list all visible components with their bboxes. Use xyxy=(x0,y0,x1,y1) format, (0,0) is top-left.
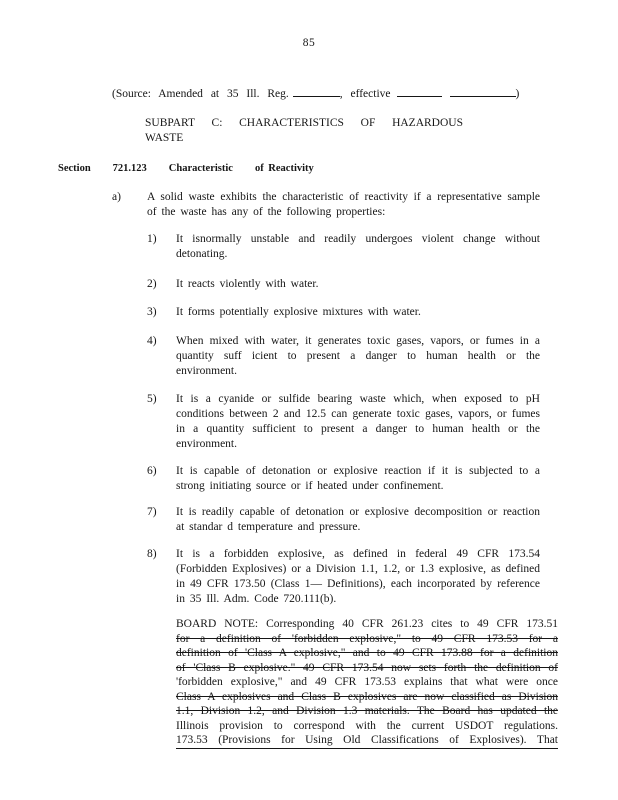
list-item-3-text: It forms potentially explosive mixtures with water. xyxy=(176,306,421,318)
list-item-7-number: 7) xyxy=(147,506,157,518)
board-note-line: for a definition of 'forbidden explosive," to 49 CFR 173.53 for a xyxy=(176,632,558,645)
list-item-3-number: 3) xyxy=(147,306,157,318)
board-note-line: BOARD NOTE: Corresponding 40 CFR 261.23 cites to 49 CFR 173.51 xyxy=(176,618,558,630)
list-item-8 xyxy=(147,547,540,607)
source-at-reg: at 35 Ill. Reg. xyxy=(210,88,289,100)
section-subtitle: of Reactivity xyxy=(254,163,314,174)
board-note-line: 173.53 (Provisions for Using Old Classifications of Explosives). That xyxy=(176,733,558,749)
list-item-8-text: It is a forbidden explosive, as defined in federal 49 CFR 173.54 (Forbidden Explosives) or a Division 1.1, 1.2, or 1.3 explosive, as defined in 49 CFR 173.50 (Class 1— Definitions), each incorporated by reference in 35 Ill. Adm. Code 720.111(b). xyxy=(176,548,540,605)
blank-effective-date-1 xyxy=(397,85,442,97)
board-note-line: of 'Class B explosive." 49 CFR 173.54 now sets forth the definition of xyxy=(176,661,558,674)
board-note-line: 'forbidden explosive," and 49 CFR 173.53 explains that what were once xyxy=(176,676,558,688)
list-item-5-number: 5) xyxy=(147,393,157,405)
section-label: Section xyxy=(58,163,91,174)
subsection-a-label: a) xyxy=(112,191,121,203)
list-item-5 xyxy=(147,392,540,452)
section-title: Characteristic xyxy=(168,163,233,174)
page-number: 85 xyxy=(302,37,316,49)
board-note xyxy=(176,617,558,749)
list-item-2-number: 2) xyxy=(147,278,157,290)
list-item-7 xyxy=(147,505,540,535)
section-heading xyxy=(58,161,618,176)
list-item-1-number: 1) xyxy=(147,233,157,245)
section-number: 721.123 xyxy=(112,163,147,174)
blank-register-number xyxy=(293,85,340,97)
list-item-7-text: It is readily capable of detonation or explosive decomposition or reaction at standar d temperature and pressure. xyxy=(176,506,540,533)
source-comma: , xyxy=(339,88,343,100)
list-item-6-text: It is capable of detonation or explosive reaction if it is subjected to a strong initiating source or if heated under confinement. xyxy=(176,465,540,492)
list-item-4-text: When mixed with water, it generates toxic gases, vapors, or fumes in a quantity suff icient to present a danger to human health or the environment. xyxy=(176,335,540,377)
source-line xyxy=(112,85,618,102)
list-item-5-text: It is a cyanide or sulfide bearing waste which, when exposed to pH conditions between 2 and 12.5 can generate toxic gases, vapors, or fumes in a quantity sufficient to present a danger to human health or the environment. xyxy=(176,393,540,450)
list-item-3 xyxy=(147,305,540,320)
list-item-4-number: 4) xyxy=(147,335,157,347)
list-item-1-text: It isnormally unstable and readily undergoes violent change without detonating. xyxy=(176,233,540,260)
list-item-6 xyxy=(147,464,540,494)
source-open: (Source: xyxy=(112,88,151,100)
list-item-2-text: It reacts violently with water. xyxy=(176,278,319,290)
list-item-8-number: 8) xyxy=(147,548,157,560)
board-note-line: Illinois provision to correspond with the current USDOT regulations. xyxy=(176,719,558,732)
source-close: ) xyxy=(515,88,520,100)
list-item-1 xyxy=(147,232,540,262)
subsection-a-text: A solid waste exhibits the characteristic of reactivity if a representative sample of the waste has any of the following properties: xyxy=(147,191,540,218)
subpart-heading: SUBPART C: CHARACTERISTICS OF HAZARDOUS WASTE xyxy=(145,117,463,144)
list-item-4 xyxy=(147,334,540,379)
source-effective: effective xyxy=(350,88,391,100)
subsection-a xyxy=(112,190,540,220)
list-item-6-number: 6) xyxy=(147,465,157,477)
blank-effective-date-2 xyxy=(450,85,516,97)
list-item-2 xyxy=(147,277,540,292)
board-note-line: 1.1, Division 1.2, and Division 1.3 materials. The Board has updated the xyxy=(176,705,558,717)
board-note-line: definition of 'Class A explosive," and to 49 CFR 173.88 for a definition xyxy=(176,647,558,659)
board-note-line: Class A explosives and Class B explosives are now classified as Division xyxy=(176,690,558,703)
source-amended: Amended xyxy=(158,88,203,100)
